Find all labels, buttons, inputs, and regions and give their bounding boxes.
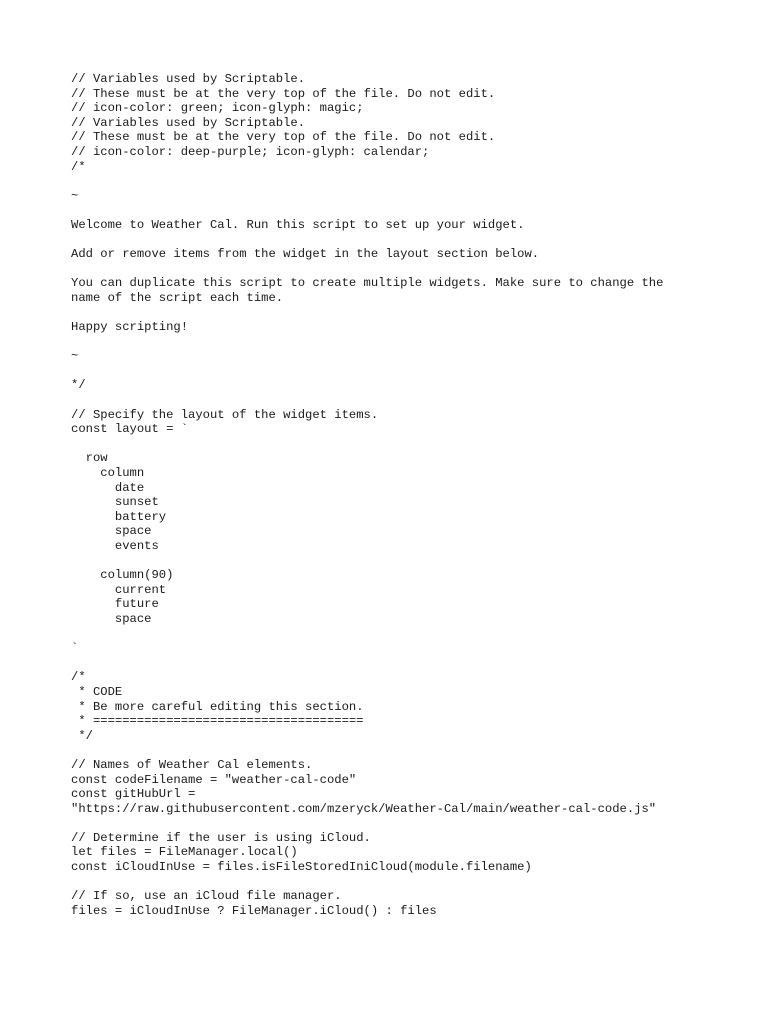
layout-line: column: [71, 466, 145, 481]
blank-line: [71, 306, 751, 321]
code-line: // Determine if the user is using iCloud.: [71, 830, 371, 845]
instruction-text: You can duplicate this script to create multiple widgets. Make sure to change the: [71, 276, 664, 291]
layout-line: column(90): [71, 568, 174, 583]
code-document: [71, 72, 751, 918]
layout-line: sunset: [71, 495, 159, 510]
blank-line: [71, 233, 751, 248]
layout-line: battery: [71, 509, 167, 524]
code-line: ~: [71, 349, 79, 364]
code-line: const iCloudInUse = files.isFileStoredIniCloud(module.filename): [71, 860, 532, 875]
code-line: const layout = `: [71, 422, 189, 437]
code-line: // If so, use an iCloud file manager.: [71, 889, 342, 904]
code-line: // These must be at the very top of the file. Do not edit.: [71, 130, 496, 145]
blank-line: [71, 335, 751, 350]
blank-line: [71, 203, 751, 218]
welcome-text: Welcome to Weather Cal. Run this script to set up your widget.: [71, 217, 525, 232]
code-line: const gitHubUrl =: [71, 787, 196, 802]
code-line: */: [71, 728, 93, 743]
code-line: * CODE: [71, 684, 123, 699]
code-line: let files = FileManager.local(): [71, 845, 298, 860]
instruction-text: name of the script each time.: [71, 290, 284, 305]
blank-line: [71, 393, 751, 408]
blank-line: [71, 743, 751, 758]
layout-line: space: [71, 524, 152, 539]
layout-line: row: [71, 451, 108, 466]
layout-line: future: [71, 597, 159, 612]
blank-line: [71, 364, 751, 379]
code-line: ~: [71, 188, 79, 203]
layout-line: space: [71, 611, 152, 626]
code-line: const codeFilename = "weather-cal-code": [71, 772, 357, 787]
closing-text: Happy scripting!: [71, 320, 189, 335]
blank-line: [71, 554, 751, 569]
blank-line: [71, 174, 751, 189]
code-line: files = iCloudInUse ? FileManager.iCloud() : files: [71, 903, 437, 918]
code-line: /*: [71, 670, 86, 685]
code-line: // Names of Weather Cal elements.: [71, 757, 313, 772]
code-line: // Variables used by Scriptable.: [71, 72, 306, 86]
blank-line: [71, 816, 751, 831]
blank-line: [71, 262, 751, 277]
code-line: /*: [71, 159, 86, 174]
layout-line: current: [71, 582, 167, 597]
code-line: // Specify the layout of the widget items.: [71, 407, 379, 422]
blank-line: [71, 627, 751, 642]
code-line: * =====================================: [71, 714, 364, 729]
blank-line: [71, 437, 751, 452]
blank-line: [71, 656, 751, 671]
layout-line: date: [71, 480, 145, 495]
code-line: // Variables used by Scriptable.: [71, 115, 306, 130]
code-line: `: [71, 641, 79, 656]
layout-line: events: [71, 539, 159, 553]
code-line: // icon-color: deep-purple; icon-glyph: calendar;: [71, 144, 430, 159]
code-line: */: [71, 378, 86, 393]
instruction-text: Add or remove items from the widget in the layout section below.: [71, 247, 540, 262]
code-line: // These must be at the very top of the file. Do not edit.: [71, 86, 496, 101]
blank-line: [71, 875, 751, 890]
code-line: // icon-color: green; icon-glyph: magic;: [71, 101, 364, 116]
code-line: * Be more careful editing this section.: [71, 699, 364, 714]
url-line: "https://raw.githubusercontent.com/mzeryck/Weather-Cal/main/weather-cal-code.js": [71, 801, 657, 816]
